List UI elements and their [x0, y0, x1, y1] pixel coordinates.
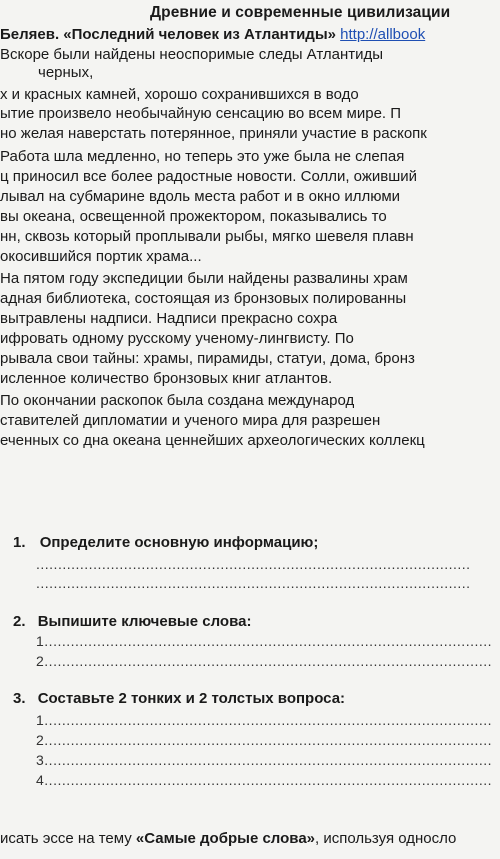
question-number: 1.	[13, 534, 26, 551]
passage-line: окосившийся портик храма...	[0, 248, 202, 265]
passage-line: черных,	[38, 64, 94, 81]
passage-line: еченных со дна океана ценнейших археологических коллекц	[0, 432, 425, 449]
passage-line: На пятом году экспедиции были найдены развалины храм	[0, 270, 408, 287]
question-text: Выпишите ключевые слова:	[37, 613, 252, 630]
question-number: 2.	[13, 613, 26, 630]
essay-task-suffix: , используя односло	[315, 830, 457, 847]
passage-line: вытравлены надписи. Надписи прекрасно сохра	[0, 310, 338, 327]
passage-line: рывала свои тайны: храмы, пирамиды, статуи, дома, бронз	[0, 350, 415, 367]
answer-line[interactable]: 1......................................................................................................	[36, 712, 493, 728]
essay-task	[0, 830, 456, 847]
answer-line[interactable]: ...................................................................................................	[36, 575, 471, 591]
answer-line[interactable]: 4......................................................................................................	[36, 772, 493, 788]
question-1	[13, 534, 318, 551]
answer-line[interactable]: 3......................................................................................................	[36, 752, 493, 768]
passage-line: но желая наверстать потерянное, приняли участие в раскопк	[0, 125, 427, 142]
question-text: Составьте 2 тонких и 2 толстых вопроса:	[37, 690, 346, 707]
passage-line: нн, сквозь который проплывали рыбы, мягко шевеля плавн	[0, 228, 414, 245]
essay-topic: «Самые добрые слова»	[135, 830, 315, 847]
question-3	[13, 690, 345, 707]
passage-line: По окончании раскопок была создана международ	[0, 392, 355, 409]
question-2	[13, 613, 251, 630]
source-title: Беляев. «Последний человек из Атлантиды»	[0, 26, 336, 43]
passage-line: адная библиотека, состоящая из бронзовых полированны	[0, 290, 407, 307]
passage-line: х и красных камней, хорошо сохранившихся в водо	[0, 86, 359, 103]
passage-line: ставителей дипломатии и ученого мира для разрешен	[0, 412, 381, 429]
answer-line[interactable]: 2......................................................................................................	[36, 653, 493, 669]
source-link[interactable]: http://allbook	[340, 26, 426, 43]
passage-line: ытие произвело необычайную сенсацию во всем мире. П	[0, 105, 402, 122]
question-number: 3.	[13, 690, 26, 707]
essay-task-prefix: исать эссе на тему	[0, 830, 136, 847]
passage-line: ифровать одному русскому ученому-лингвисту. По	[0, 330, 354, 347]
answer-line[interactable]: ...................................................................................................	[36, 556, 471, 572]
document-title: Древние и современные цивилизации	[150, 4, 451, 21]
passage-line: лывал на субмарине вдоль места работ и в окно иллюми	[0, 188, 401, 205]
passage-line: исленное количество бронзовых книг атлантов.	[0, 370, 333, 387]
passage-line: Работа шла медленно, но теперь это уже была не слепая	[0, 148, 405, 165]
source-citation	[0, 26, 425, 44]
passage-line: Вскоре были найдены неоспоримые следы Атлантиды	[0, 46, 384, 63]
answer-line[interactable]: 2......................................................................................................	[36, 732, 493, 748]
answer-line[interactable]: 1......................................................................................................	[36, 633, 493, 649]
passage-line: ц приносил все более радостные новости. Солли, оживший	[0, 168, 418, 185]
question-text: Определите основную информацию;	[39, 534, 319, 551]
passage-line: вы океана, освещенной прожектором, показывались то	[0, 208, 387, 225]
